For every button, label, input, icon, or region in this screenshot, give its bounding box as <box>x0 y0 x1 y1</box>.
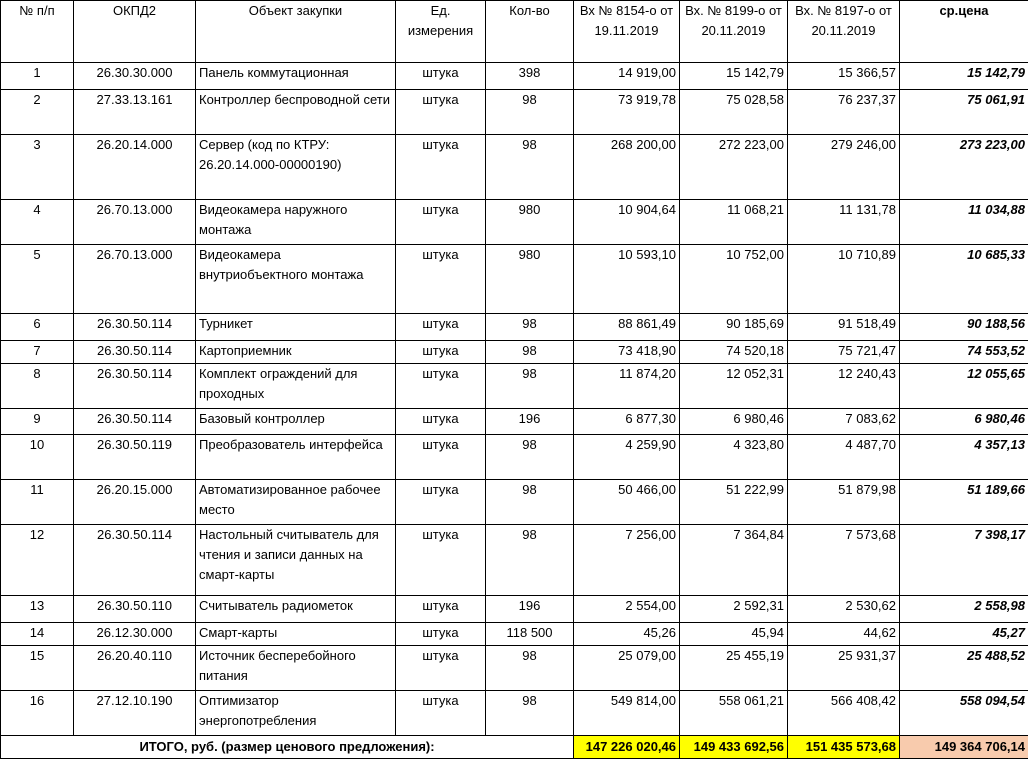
cell-num: 2 <box>1 90 74 135</box>
table-row <box>1 200 1028 245</box>
cell-object: Сервер (код по КТРУ: 26.20.14.000-00000190) <box>196 135 396 200</box>
cell-price3: 2 530,62 <box>788 596 900 623</box>
cell-price1: 25 079,00 <box>574 646 680 691</box>
cell-price2: 2 592,31 <box>680 596 788 623</box>
cell-qty: 98 <box>486 135 574 200</box>
total-row <box>1 736 1028 759</box>
cell-object: Видеокамера наружного монтажа <box>196 200 396 245</box>
cell-price1: 268 200,00 <box>574 135 680 200</box>
cell-num: 11 <box>1 480 74 525</box>
cell-unit: штука <box>396 596 486 623</box>
table-row <box>1 623 1028 646</box>
cell-object: Считыватель радиометок <box>196 596 396 623</box>
cell-price3: 10 710,89 <box>788 245 900 314</box>
cell-num: 1 <box>1 63 74 90</box>
cell-price1: 50 466,00 <box>574 480 680 525</box>
cell-avg: 90 188,56 <box>900 314 1028 341</box>
cell-object: Смарт-карты <box>196 623 396 646</box>
cell-price3: 279 246,00 <box>788 135 900 200</box>
cell-avg: 12 055,65 <box>900 364 1028 409</box>
cell-qty: 196 <box>486 409 574 435</box>
cell-qty: 98 <box>486 691 574 736</box>
cell-price3: 4 487,70 <box>788 435 900 480</box>
cell-price3: 91 518,49 <box>788 314 900 341</box>
cell-price2: 558 061,21 <box>680 691 788 736</box>
cell-qty: 98 <box>486 364 574 409</box>
cell-price3: 75 721,47 <box>788 341 900 364</box>
cell-okpd: 26.70.13.000 <box>74 200 196 245</box>
cell-num: 15 <box>1 646 74 691</box>
cell-num: 6 <box>1 314 74 341</box>
cell-okpd: 26.30.50.114 <box>74 314 196 341</box>
cell-object: Оптимизатор энергопотребления <box>196 691 396 736</box>
cell-num: 3 <box>1 135 74 200</box>
total-price2: 149 433 692,56 <box>680 736 788 759</box>
cell-unit: штука <box>396 646 486 691</box>
total-price3: 151 435 573,68 <box>788 736 900 759</box>
cell-qty: 398 <box>486 63 574 90</box>
cell-price3: 7 573,68 <box>788 525 900 596</box>
cell-avg: 2 558,98 <box>900 596 1028 623</box>
cell-unit: штука <box>396 409 486 435</box>
cell-object: Картоприемник <box>196 341 396 364</box>
cell-object: Контроллер беспроводной сети <box>196 90 396 135</box>
col-header-qty: Кол-во <box>486 1 574 63</box>
cell-unit: штука <box>396 200 486 245</box>
cell-avg: 74 553,52 <box>900 341 1028 364</box>
cell-num: 5 <box>1 245 74 314</box>
cell-object: Базовый контроллер <box>196 409 396 435</box>
cell-price1: 7 256,00 <box>574 525 680 596</box>
cell-avg: 15 142,79 <box>900 63 1028 90</box>
total-label: ИТОГО, руб. (размер ценового предложения): <box>1 736 574 759</box>
cell-avg: 11 034,88 <box>900 200 1028 245</box>
cell-okpd: 27.33.13.161 <box>74 90 196 135</box>
table-row <box>1 63 1028 90</box>
cell-okpd: 27.12.10.190 <box>74 691 196 736</box>
cell-avg: 4 357,13 <box>900 435 1028 480</box>
cell-price1: 4 259,90 <box>574 435 680 480</box>
cell-avg: 273 223,00 <box>900 135 1028 200</box>
table-row <box>1 691 1028 736</box>
table-row <box>1 409 1028 435</box>
cell-price3: 51 879,98 <box>788 480 900 525</box>
cell-price1: 45,26 <box>574 623 680 646</box>
cell-price1: 2 554,00 <box>574 596 680 623</box>
cell-price2: 45,94 <box>680 623 788 646</box>
cell-price3: 15 366,57 <box>788 63 900 90</box>
col-header-price1: Вх № 8154-о от 19.11.2019 <box>574 1 680 63</box>
cell-price3: 11 131,78 <box>788 200 900 245</box>
cell-okpd: 26.30.50.119 <box>74 435 196 480</box>
cell-avg: 45,27 <box>900 623 1028 646</box>
cell-price2: 74 520,18 <box>680 341 788 364</box>
cell-unit: штука <box>396 691 486 736</box>
cell-unit: штука <box>396 63 486 90</box>
cell-unit: штука <box>396 623 486 646</box>
cell-avg: 51 189,66 <box>900 480 1028 525</box>
cell-price1: 73 919,78 <box>574 90 680 135</box>
cell-price2: 7 364,84 <box>680 525 788 596</box>
cell-qty: 980 <box>486 245 574 314</box>
table-row <box>1 135 1028 200</box>
cell-okpd: 26.20.40.110 <box>74 646 196 691</box>
col-header-price3: Вх. № 8197-о от 20.11.2019 <box>788 1 900 63</box>
cell-price2: 51 222,99 <box>680 480 788 525</box>
cell-num: 13 <box>1 596 74 623</box>
col-header-num: № п/п <box>1 1 74 63</box>
cell-avg: 6 980,46 <box>900 409 1028 435</box>
cell-avg: 25 488,52 <box>900 646 1028 691</box>
cell-price2: 15 142,79 <box>680 63 788 90</box>
cell-qty: 98 <box>486 435 574 480</box>
cell-price1: 88 861,49 <box>574 314 680 341</box>
col-header-okpd: ОКПД2 <box>74 1 196 63</box>
table-row <box>1 480 1028 525</box>
cell-avg: 75 061,91 <box>900 90 1028 135</box>
cell-unit: штука <box>396 480 486 525</box>
cell-object: Турникет <box>196 314 396 341</box>
cell-unit: штука <box>396 435 486 480</box>
cell-avg: 10 685,33 <box>900 245 1028 314</box>
cell-price2: 25 455,19 <box>680 646 788 691</box>
cell-qty: 98 <box>486 314 574 341</box>
cell-price3: 566 408,42 <box>788 691 900 736</box>
cell-unit: штука <box>396 135 486 200</box>
table-row <box>1 364 1028 409</box>
table-row <box>1 314 1028 341</box>
cell-unit: штука <box>396 314 486 341</box>
cell-qty: 980 <box>486 200 574 245</box>
cell-price2: 10 752,00 <box>680 245 788 314</box>
cell-object: Видеокамера внутриобъектного монтажа <box>196 245 396 314</box>
total-avg: 149 364 706,14 <box>900 736 1028 759</box>
cell-qty: 98 <box>486 480 574 525</box>
cell-okpd: 26.30.50.114 <box>74 364 196 409</box>
cell-price2: 12 052,31 <box>680 364 788 409</box>
table-row <box>1 525 1028 596</box>
cell-qty: 98 <box>486 341 574 364</box>
cell-price3: 12 240,43 <box>788 364 900 409</box>
cell-price1: 549 814,00 <box>574 691 680 736</box>
col-header-object: Объект закупки <box>196 1 396 63</box>
cell-unit: штука <box>396 90 486 135</box>
cell-num: 14 <box>1 623 74 646</box>
cell-avg: 7 398,17 <box>900 525 1028 596</box>
cell-price2: 4 323,80 <box>680 435 788 480</box>
cell-price3: 76 237,37 <box>788 90 900 135</box>
cell-avg: 558 094,54 <box>900 691 1028 736</box>
cell-okpd: 26.70.13.000 <box>74 245 196 314</box>
cell-price3: 7 083,62 <box>788 409 900 435</box>
cell-qty: 98 <box>486 525 574 596</box>
cell-price1: 10 904,64 <box>574 200 680 245</box>
cell-price2: 272 223,00 <box>680 135 788 200</box>
cell-okpd: 26.20.14.000 <box>74 135 196 200</box>
cell-object: Комплект ограждений для проходных <box>196 364 396 409</box>
cell-okpd: 26.12.30.000 <box>74 623 196 646</box>
cell-price1: 14 919,00 <box>574 63 680 90</box>
cell-qty: 98 <box>486 646 574 691</box>
cell-price2: 6 980,46 <box>680 409 788 435</box>
cell-unit: штука <box>396 364 486 409</box>
header-row <box>1 1 1028 63</box>
cell-qty: 118 500 <box>486 623 574 646</box>
cell-price2: 90 185,69 <box>680 314 788 341</box>
cell-object: Автоматизированное рабочее место <box>196 480 396 525</box>
table-row <box>1 245 1028 314</box>
cell-num: 12 <box>1 525 74 596</box>
cell-object: Источник бесперебойного питания <box>196 646 396 691</box>
cell-price3: 25 931,37 <box>788 646 900 691</box>
table-row <box>1 341 1028 364</box>
cell-num: 4 <box>1 200 74 245</box>
cell-qty: 98 <box>486 90 574 135</box>
cell-price1: 10 593,10 <box>574 245 680 314</box>
cell-num: 7 <box>1 341 74 364</box>
table-row <box>1 435 1028 480</box>
cell-price1: 73 418,90 <box>574 341 680 364</box>
cell-price2: 11 068,21 <box>680 200 788 245</box>
col-header-price2: Вх. № 8199-о от 20.11.2019 <box>680 1 788 63</box>
cell-num: 9 <box>1 409 74 435</box>
cell-num: 10 <box>1 435 74 480</box>
cell-price1: 6 877,30 <box>574 409 680 435</box>
cell-qty: 196 <box>486 596 574 623</box>
table-row <box>1 596 1028 623</box>
cell-unit: штука <box>396 525 486 596</box>
col-header-avg: ср.цена <box>900 1 1028 63</box>
cell-okpd: 26.30.30.000 <box>74 63 196 90</box>
cell-okpd: 26.30.50.114 <box>74 525 196 596</box>
cell-price3: 44,62 <box>788 623 900 646</box>
cell-price1: 11 874,20 <box>574 364 680 409</box>
cell-object: Панель коммутационная <box>196 63 396 90</box>
cell-price2: 75 028,58 <box>680 90 788 135</box>
cell-okpd: 26.30.50.114 <box>74 341 196 364</box>
total-price1: 147 226 020,46 <box>574 736 680 759</box>
cell-unit: штука <box>396 341 486 364</box>
col-header-unit: Ед. измерения <box>396 1 486 63</box>
table-row <box>1 90 1028 135</box>
cell-object: Преобразователь интерфейса <box>196 435 396 480</box>
cell-unit: штука <box>396 245 486 314</box>
table-row <box>1 646 1028 691</box>
cell-object: Настольный считыватель для чтения и записи данных на смарт-карты <box>196 525 396 596</box>
cell-okpd: 26.20.15.000 <box>74 480 196 525</box>
cell-okpd: 26.30.50.110 <box>74 596 196 623</box>
cell-okpd: 26.30.50.114 <box>74 409 196 435</box>
cell-num: 8 <box>1 364 74 409</box>
cell-num: 16 <box>1 691 74 736</box>
